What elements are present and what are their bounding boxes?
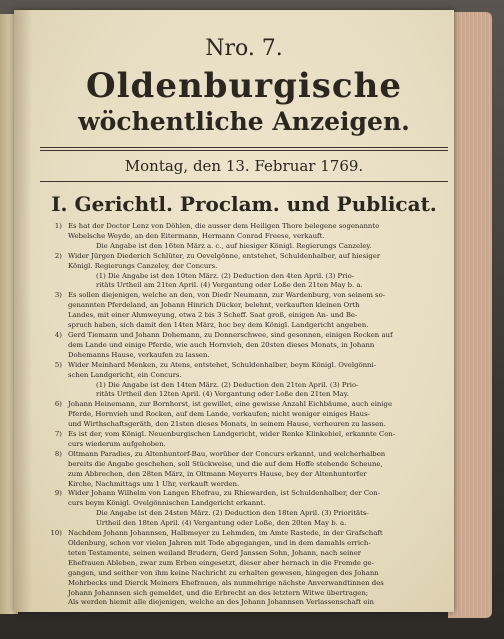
announcement-entry bbox=[40, 222, 448, 252]
entry-line: (1) Die Angabe ist den 14ten März. (2) Deduction den 21ten April. (3) Prio- bbox=[96, 380, 359, 389]
entry-line: bereits die Angabe geschehen, soll Stückweise, und die auf dem Hoffe stehende Scheune, bbox=[68, 459, 383, 468]
entry-line: schen Landgericht, ein Concurs. bbox=[68, 370, 182, 379]
entry-line: Pferde, Hornvieh und Rocken, auf dem Lande, verkaufen; nicht weniger einiges Haus- bbox=[68, 410, 370, 419]
masthead-title: Oldenburgische bbox=[86, 66, 402, 106]
entry-line: Landes, mit einer Ahmweyung, etwa 2 bis 3 Scheff. Saat groß, einigen An- und Be- bbox=[68, 311, 358, 320]
entry-text bbox=[68, 400, 448, 430]
page-edges-stack bbox=[448, 12, 492, 618]
entry-text bbox=[68, 489, 448, 529]
entry-line: curs beym Königl. Ovelgönnischen Landgericht erkannt. bbox=[68, 499, 266, 508]
issue-number: Nro. 7. bbox=[205, 36, 283, 61]
entry-number: 7) bbox=[54, 430, 62, 439]
entry-line: Johann Heinemann, zur Bornhorst, ist gewillet, eine gewisse Anzahl Eichbäume, auch einige bbox=[68, 400, 393, 409]
newspaper-page bbox=[14, 10, 454, 612]
entry-number: 9) bbox=[54, 489, 62, 498]
announcement-list bbox=[40, 222, 448, 608]
entry-text bbox=[68, 291, 448, 331]
entry-text bbox=[68, 361, 448, 401]
entry-text bbox=[68, 222, 448, 252]
entry-number: 2) bbox=[54, 251, 62, 260]
entry-line: gangen, und seither von ihm keine Nachricht zu erhalten gewesen, hingegen des Johann bbox=[68, 568, 379, 577]
entry-line: curs wiederum aufgehoben. bbox=[68, 439, 166, 448]
page-content bbox=[40, 32, 448, 608]
entry-line: Dohemanns Hause, verkaufen zu lassen. bbox=[68, 350, 210, 359]
entry-line: Mohrbecks und Dierck Meiners Ehefrauen, als nunmehrige nächste Anverwandtinnen des bbox=[68, 578, 384, 587]
issue-date: Montag, den 13. Februar 1769. bbox=[124, 157, 364, 175]
entry-line: Johann Johannsen sich gemeldet, und die Erbrecht an des letztern Witwe übertragen; bbox=[68, 588, 369, 597]
entry-line: Webelsche Weyde, an den Eitermann, Hermann Conrad Freese, verkauft. bbox=[68, 231, 325, 240]
entry-text bbox=[68, 252, 448, 292]
entry-number: 3) bbox=[54, 291, 62, 300]
announcement-entry bbox=[40, 291, 448, 331]
entry-line: genannten Pferdeland, an Johann Hinrich Dücker, belehnt, verkauften kleinen Orth bbox=[68, 301, 360, 310]
announcement-entry bbox=[40, 361, 448, 401]
entry-line: Die Angabe ist den 24sten März. (2) Deduction den 18ten April. (3) Prioritäts- bbox=[96, 509, 369, 518]
entry-line: Es sollen diejenigen, welche an den, von Diedr Neumann, zur Wardenburg, von seinem so- bbox=[68, 291, 386, 300]
entry-number: 6) bbox=[54, 400, 62, 409]
entry-number: 8) bbox=[54, 449, 62, 458]
entry-line: ritäts Urtheil den 12ten April. (4) Vergantung oder Loße den 21ten May. bbox=[96, 390, 349, 399]
masthead-subtitle: wöchentliche Anzeigen. bbox=[78, 107, 410, 136]
entry-line: Gerd Tiemann und Johann Dohemann, zu Donnerschwee, sind gesonnen, einigen Rocken auf bbox=[68, 330, 393, 339]
entry-line: zum Abbrechen, den 28ten März, in Oltmann Meyerrs Hause, bey der Altenhuntorfer bbox=[68, 469, 367, 478]
entry-line: (1) Die Angabe ist den 10ten März. (2) Deduction den 4ten April. (3) Prio- bbox=[96, 271, 355, 280]
announcement-entry bbox=[40, 489, 448, 529]
entry-line: Königl. Regierungs Canzeley, der Concurs. bbox=[68, 261, 218, 270]
entry-line: Es hat der Doctor Lenz von Döhlen, die ausser dem Heiligen Thore belegene sogenannte bbox=[68, 222, 380, 230]
entry-line: Es ist der, vom Königl. Neuenburgischen Landgericht, wider Renke Klinkebiel, erkannte Con- bbox=[68, 430, 396, 439]
entry-line: Wider Meinhard Menken, zu Atens, entstehet, Schuldenhalber, beym Königl. Ovelgönni- bbox=[68, 360, 377, 369]
entry-line: Urtheil den 18ten April. (4) Vergantung oder Loße, den 20ten May b. a. bbox=[96, 519, 347, 528]
entry-line: Wider Jürgen Diederich Schlüter, zu Oevelgönne, entstehet, Schuldenhalber, auf hiesiger bbox=[68, 251, 381, 260]
entry-number: 1) bbox=[54, 222, 62, 230]
announcement-entry bbox=[40, 529, 448, 608]
entry-number: 5) bbox=[54, 360, 62, 369]
entry-text bbox=[68, 450, 448, 490]
entry-line: teten Testamente, seinen weiland Brudern, Gerd Janssen Sohn, Johann, nach seiner bbox=[68, 548, 362, 557]
section-heading: I. Gerichtl. Proclam. und Publicat. bbox=[51, 192, 437, 216]
entry-line: und Wirthschaftsgeräth, den 21sten dieses Monats, in seinem Hause, verheuren zu lassen. bbox=[68, 420, 386, 429]
date-rule bbox=[40, 181, 448, 182]
entry-line: Wider Johann Wilhelm von Langen Ehefrau, zu Rhiewarden, ist Schuldenhalber, der Con- bbox=[68, 489, 381, 498]
entry-line: Ehefrauen Ableben, zwar zum Erben eingesetzt, dieser aber hernach in die Fremde ge- bbox=[68, 558, 374, 567]
entry-text bbox=[68, 430, 448, 450]
announcement-entry bbox=[40, 430, 448, 450]
entry-line: ritäts Urtheil am 21ten April. (4) Vergantung oder Loße den 21ten May b. a. bbox=[96, 281, 363, 290]
entry-line: Oldenburg, schon vor vielen Jahren mit Tode abgegangen, und in dem damahls errich- bbox=[68, 539, 371, 547]
entry-line: Als werden hiemit alle diejenigen, welche an des Johann Johannsen Verlassenschaft ein bbox=[68, 598, 374, 607]
entry-line: Kirche, Nachmittags um 1 Uhr, verkauft werden. bbox=[68, 479, 240, 488]
entry-line: dem Lande und einige Pferde, wie auch Hornvieh, den 20sten dieses Monats, in Johann bbox=[68, 340, 375, 349]
entry-number: 10) bbox=[50, 529, 62, 538]
masthead-rule bbox=[40, 147, 448, 151]
entry-text bbox=[68, 529, 448, 608]
entry-number: 4) bbox=[54, 330, 62, 339]
entry-text bbox=[68, 331, 448, 361]
entry-line: Nachdem Johann Johannsen, Halbmeyer zu Lehmden, im Amte Rastede, in der Grafschaft bbox=[68, 529, 383, 538]
announcement-entry bbox=[40, 400, 448, 430]
announcement-entry bbox=[40, 331, 448, 361]
entry-line: Oltmann Paradies, zu Altenhuntorf-Bau, worüber der Concurs erkannt, und welcherhalben bbox=[68, 449, 386, 458]
entry-line: Die Angabe ist den 16ten März a. c., auf hiesiger Königl. Regierungs Canzeley. bbox=[96, 241, 372, 250]
announcement-entry bbox=[40, 450, 448, 490]
announcement-entry bbox=[40, 252, 448, 292]
page-gutter-shadow bbox=[14, 10, 32, 612]
entry-line: spruch haben, sich damit den 14ten März, hoc bey dem Königl. Landgericht angeben. bbox=[68, 321, 369, 330]
